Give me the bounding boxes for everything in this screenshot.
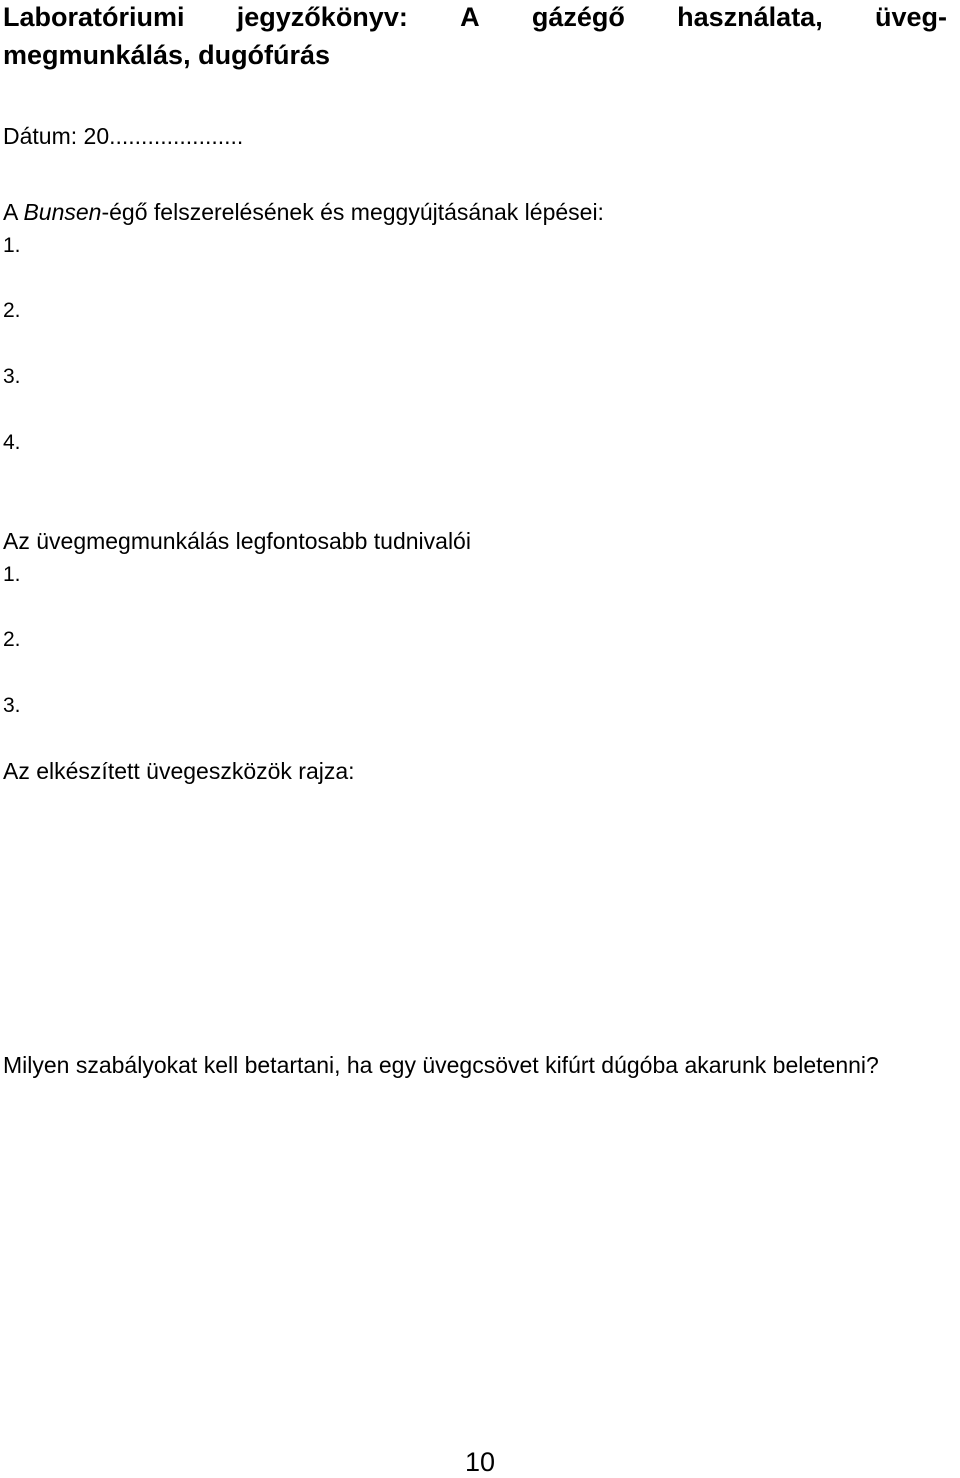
date-field: Dátum: 20..................... bbox=[3, 123, 244, 149]
title-word: gázégő bbox=[531, 2, 625, 32]
section1-heading bbox=[3, 198, 604, 226]
page-number: 10 bbox=[464, 1447, 496, 1477]
section1-item: 2. bbox=[3, 299, 21, 322]
title-word: jegyzőkönyv: bbox=[236, 2, 408, 32]
title-word: Laboratóriumi bbox=[3, 2, 185, 32]
section1-item: 3. bbox=[3, 365, 21, 388]
section2-item: 1. bbox=[3, 563, 21, 586]
section1-heading-italic: Bunsen bbox=[23, 199, 102, 225]
section2-item: 2. bbox=[3, 628, 21, 651]
section1-heading-suffix: -égő felszerelésének és meggyújtásának lépései: bbox=[101, 199, 604, 225]
section2-heading: Az üvegmegmunkálás legfontosabb tudnivalói bbox=[3, 528, 471, 554]
section2-item: 3. bbox=[3, 694, 21, 717]
title-word: használata, bbox=[677, 2, 823, 32]
document-title-line-1 bbox=[3, 0, 947, 34]
title-word: üveg- bbox=[874, 2, 947, 32]
section1-heading-prefix: A bbox=[3, 199, 24, 225]
document-title-line-2: megmunkálás, dugófúrás bbox=[3, 40, 331, 70]
section1-item: 4. bbox=[3, 431, 21, 454]
section1-item: 1. bbox=[3, 234, 21, 257]
title-word: A bbox=[460, 2, 480, 32]
question-text: Milyen szabályokat kell betartani, ha egy üvegcsövet kifúrt dúgóba akarunk beletenni? bbox=[3, 1052, 879, 1078]
section3-heading: Az elkészített üvegeszközök rajza: bbox=[3, 758, 355, 784]
